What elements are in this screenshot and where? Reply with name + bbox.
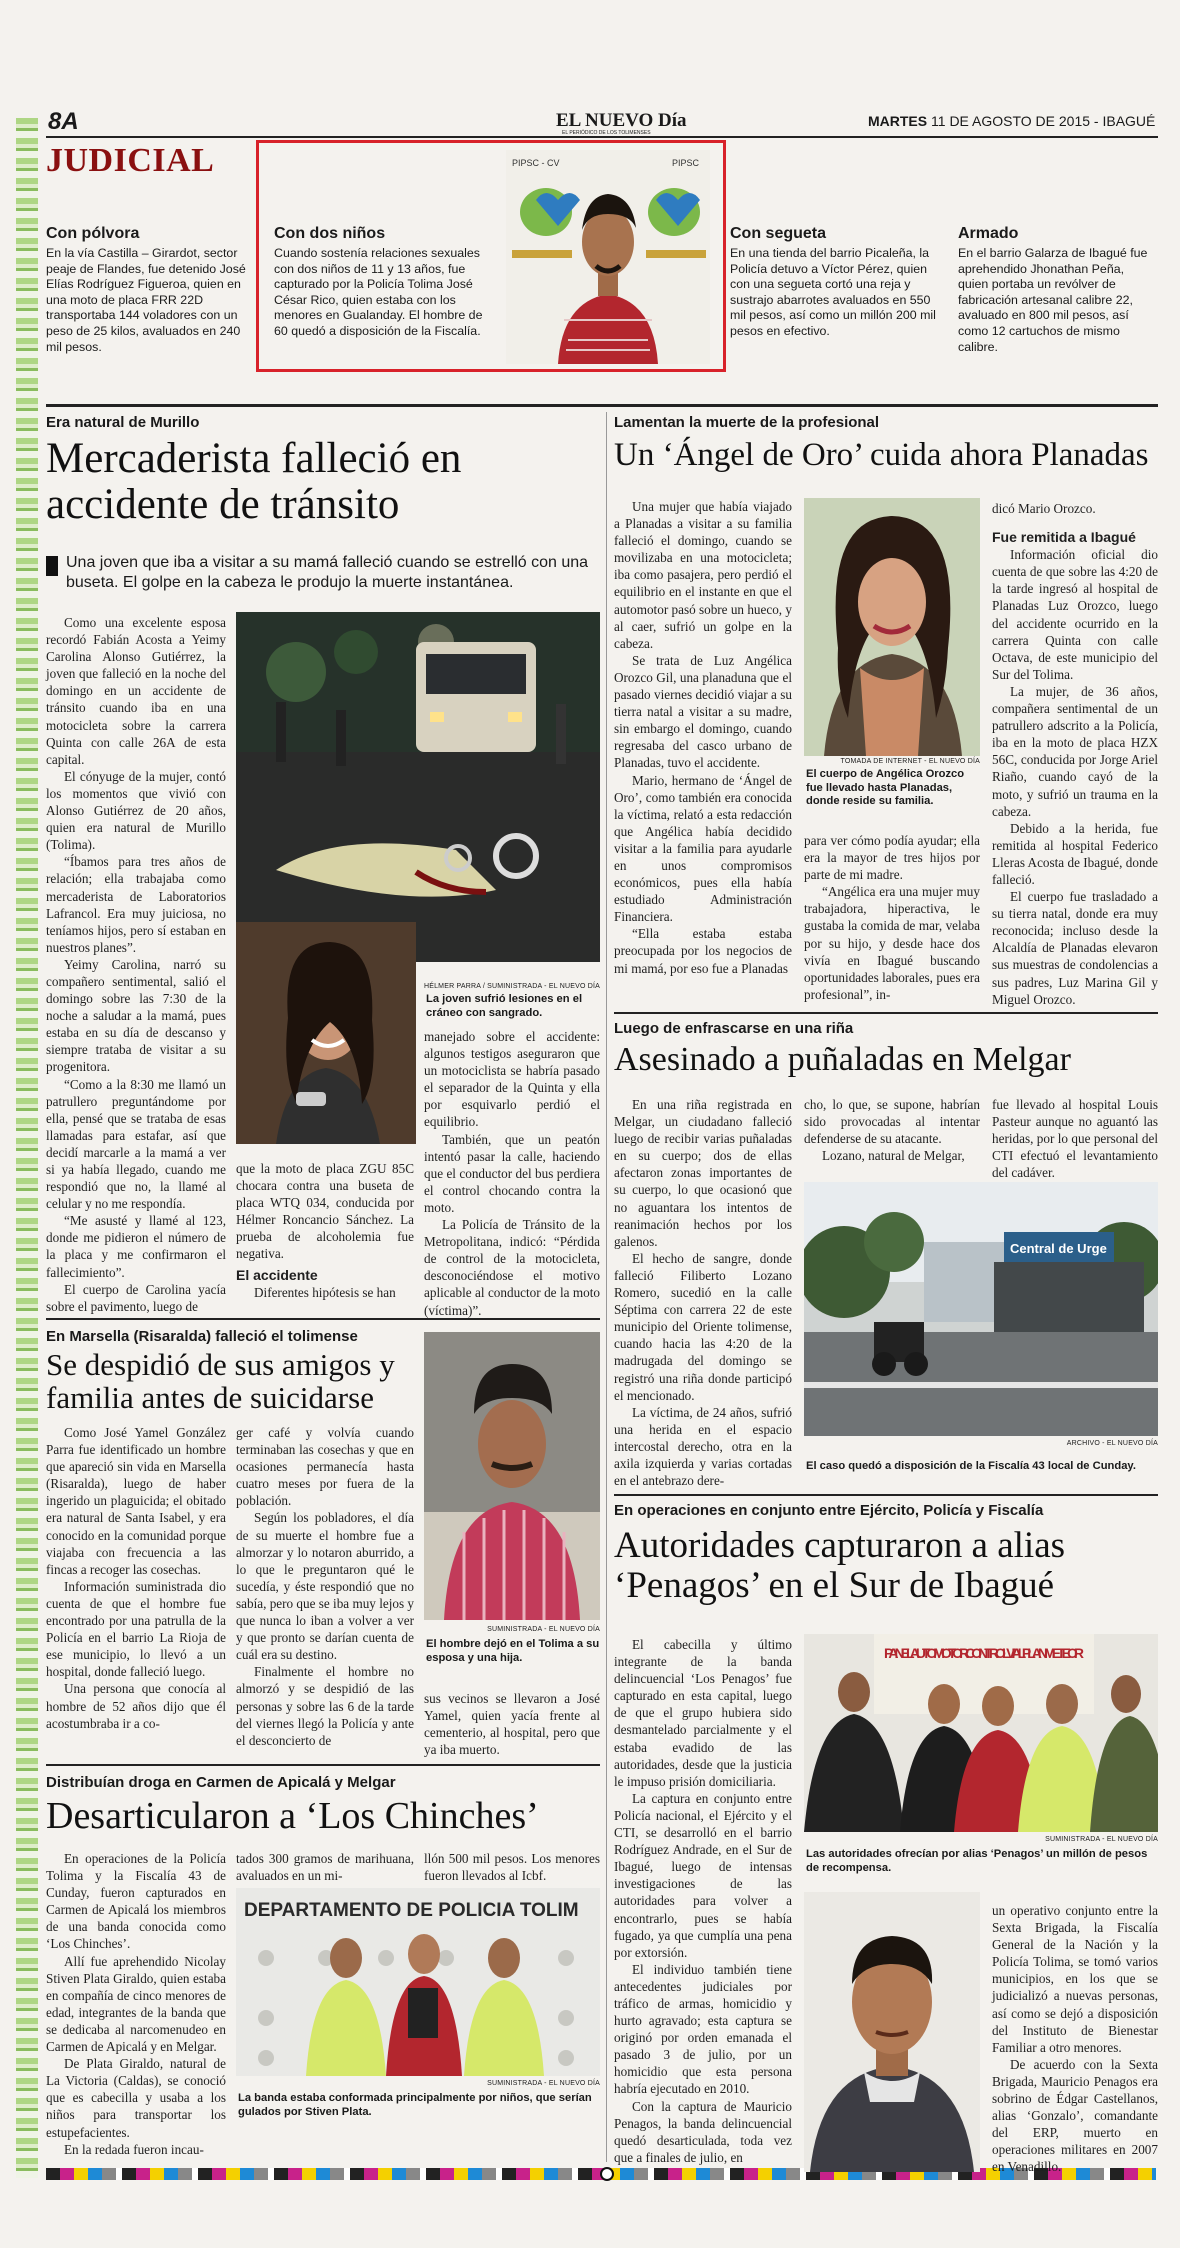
page-header — [46, 108, 1158, 138]
paragraph: El cónyuge de la mujer, contó los momentos que vivió con Alonso Gutiérrez de 20 años, quien era natural de Murillo (Tolima). — [46, 768, 226, 853]
paragraph: que la moto de placa ZGU 85C chocara contra una buseta de placa WTQ 034, conducida por Hélmer Roncancio Sánchez. La prueba de alcoholemia fue negativa. — [236, 1161, 414, 1262]
paragraph: Información oficial dio cuenta de que sobre las 4:20 de la tarde ingresó al hospital de Planadas Luz Orozco, luego del accidente ocurrido en la carrera Quinta con calle Octava, de este municipio del Sur del Tolima. — [992, 547, 1158, 682]
article3-caption: El hombre dejó en el Tolima a su esposa y una hija. — [426, 1638, 600, 1664]
article5-col2 — [804, 1096, 980, 1164]
paragraph: El hecho de sangre, donde falleció Filiberto Lozano Romero, sucedió en la calle Séptima con carrera 22 de este municipio del Oriente tolimense, cuando hacia las 4:20 de la madrugada del domingo se registró una riña donde participó el mencionado. — [614, 1250, 792, 1403]
brief-text: En el barrio Galarza de Ibagué fue aprehendido Jhonathan Peña, quien portaba un revólver de fabricación artesanal calibre 22, avaluado en 800 mil pesos, así como 12 cartuchos de mismo calibre. — [958, 246, 1148, 354]
sign-text-right: PIPSC — [672, 158, 700, 168]
paragraph: Según los pobladores, el día de su muerte el hombre fue a almorzar y lo notaron aburrido, a lo que le preguntaron qué le sucedía, y éste respondió que no sabía, pero que se iba muy lejos y que nunca lo iban a volver a ver y que pronto se darían cuenta de cuál era su destino. — [236, 1510, 414, 1663]
brief-segueta — [730, 225, 942, 340]
paragraph: ger café y volvía cuando terminaban las cosechas y que en ocasiones permanecía hasta cuatro meses por fuera de la población. — [236, 1425, 414, 1509]
paragraph: Como una excelente esposa recordó Fabián Acosta a Yeimy Carolina Alonso Gutiérrez, la joven que falleció en la noche del domingo en un accidente de tránsito cuando iba en una motocicleta sobre la carrera Quinta con calle 26A de esta capital. — [46, 615, 226, 767]
paragraph: Información suministrada dio cuenta de que el hombre fue encontrado por una patrulla de la Policía en el barrio La Rioja de ese municipio, lo llevó a un hospital, donde falleció luego. — [46, 1578, 226, 1680]
article3-headline: Se despidió de sus amigos y familia antes de suicidarse — [46, 1347, 395, 1416]
paragraph: Diferentes hipótesis se han — [254, 1284, 396, 1300]
article5-caption: El caso quedó a disposición de la Fiscalía 43 local de Cunday. — [806, 1460, 1136, 1472]
article2-subhead: Fue remitida a Ibagué — [992, 529, 1136, 546]
article2-col2 — [804, 832, 980, 1003]
article2-col1 — [614, 498, 792, 977]
article1-col1 — [46, 614, 226, 1315]
paragraph: El cabecilla y último integrante de la banda delincuencial ‘Los Penagos’ fue capturado en esta capital, luego de que el grupo hubiera sido desmantelado parcialmente y el estaba evadido de las autoridades, desde que la justicia le impuso prisión domiciliaria. — [614, 1637, 792, 1789]
paragraph: Debido a la herida, fue remitida al hospital Federico Lleras Acosta de Ibagué, donde falleció. — [992, 820, 1158, 887]
page-number: 8A — [48, 108, 79, 135]
article1-caption: La joven sufrió lesiones en el cráneo con sangrado. — [426, 993, 583, 1019]
paragraph: manejado sobre el accidente: algunos testigos aseguraron que un motociclista se habría pasado el separador de la Quinta y ella por esquivarlo perdió el equilibrio. — [424, 1029, 600, 1130]
article3-col1 — [46, 1424, 226, 1732]
article6-col2 — [992, 1902, 1158, 2176]
brief-armado — [958, 225, 1156, 355]
article1-bottom-rule — [46, 1318, 600, 1320]
victim-portrait-photo — [236, 922, 416, 1144]
article1-col2 — [236, 1160, 414, 1301]
article2-headline: Un ‘Ángel de Oro’ cuida ahora Planadas — [614, 437, 1149, 473]
paragraph: De Plata Giraldo, natural de La Victoria (Caldas), se conoció que es cabecilla y usaba a los niños para transportar los estupefacientes. — [46, 2056, 226, 2140]
paragraph: El individuo también tiene antecedentes judiciales por tráfico de armas, homicidio y hurto agravado; esta captura se originó por orden emanada el pasado 3 de julio, por un homicidio que esta persona habría ejecutado en 2010. — [614, 1961, 792, 2097]
paragraph: El cuerpo fue trasladado a su tierra natal, donde era muy reconocida; incluso desde la Alcaldía de Planadas elevaron sus muestras de condolencias a sus padres, Luz Marina Gil y Miguel Orozco. — [992, 889, 1158, 1007]
hospital-photo — [804, 1182, 1158, 1436]
paragraph: Allí fue aprehendido Nicolay Stiven Plata Giraldo, quien estaba en compañía de cinco menores de edad, integrantes de la banda que se dedicaba al narcomenudeo en Carmen de Apicalá y en Melgar. — [46, 1953, 226, 2055]
article5-kicker: Luego de enfrascarse en una riña — [614, 1020, 854, 1037]
paragraph: La víctima, de 24 años, sufrió una herida en el espacio intercostal derecho, otra en la axila izquierda y varias cortadas en el antebrazo dere- — [614, 1404, 792, 1489]
paragraph: Finalmente el hombre no almorzó y se despidió de las personas y sobre las 6 de la tarde del viernes llegó la Policía y ante el desconcierto de — [236, 1664, 414, 1748]
penagos-capture-photo — [804, 1634, 1158, 1832]
paragraph: Una persona que conocía al hombre de 52 años dijo que él acostumbraba ir a co- — [46, 1681, 226, 1731]
brand-name: EL NUEVO Día — [556, 110, 687, 131]
paragraph: La mujer, de 36 años, compañera sentimental de un patrullero adscrito a la Policía, iba en la moto de placa HZX 56C, conducida por Jorge Ariel Riaño, cuando cayó de la moto, y sufrió un trauma en la cabeza. — [992, 683, 1158, 819]
paragraph: tados 300 gramos de marihuana, avaluados en un mi- — [236, 1851, 414, 1884]
section-title: JUDICIAL — [46, 142, 215, 179]
article5-col1 — [614, 1096, 792, 1489]
paragraph: para ver cómo podía ayudar; ella era la mayor de tres hijos por parte de mi madre. — [804, 833, 980, 883]
paragraph: sus vecinos se llevaron a José Yamel, quien yacía frente al cementerio, al hospital, pero que ya iba muerto. — [424, 1691, 600, 1758]
article3-col2 — [236, 1424, 414, 1749]
article1-headline: Mercaderista falleció en accidente de tránsito — [46, 435, 462, 529]
sign-text-left: PIPSC - CV — [512, 158, 560, 168]
penagos-portrait-photo — [804, 1892, 980, 2172]
vertical-column-rule — [606, 412, 607, 2162]
paragraph: También, que un peatón intentó pasar la calle, haciendo que el conductor del bus perdiera el control chocando contra la moto. — [424, 1131, 600, 1215]
brand-tagline: EL PERIÓDICO DE LOS TOLIMENSES — [562, 130, 651, 136]
article4-caption: La banda estaba conformada principalmente por niños, que serían gulados por Stiven Plata. — [238, 2092, 592, 2118]
paragraph: De acuerdo con la Sexta Brigada, Mauricio Penagos era sobrino de Édgar Castellanos, alias ‘Gonzalo’, comandante del ERP, muerto en operaciones militares en 2007 en Venadillo. — [992, 2056, 1158, 2175]
article3-col3 — [424, 1690, 600, 1758]
article4-col3 — [424, 1850, 600, 1884]
photo-sign-text: Central de Urge — [1010, 1241, 1107, 1256]
article6-col1 — [614, 1636, 792, 2166]
accident-night-photo — [236, 612, 600, 962]
header-rule — [46, 136, 1158, 138]
brand-logo — [556, 110, 687, 132]
article4-col2 — [236, 1850, 414, 1884]
paragraph: llón 500 mil pesos. Los menores fueron llevados al Icbf. — [424, 1851, 600, 1884]
article4-col1 — [46, 1850, 226, 2158]
brief-text: En la vía Castilla – Girardot, sector peaje de Flandes, fue detenido José Elías Rodríguez Figueroa, quien en una moto de placa FRR 22D transportaba 144 voladores con un peso de 25 kilos, avaluados en 240 mil pesos. — [46, 246, 246, 354]
article2-caption: El cuerpo de Angélica Orozco fue llevado hasta Planadas, donde reside su familia. — [806, 768, 965, 807]
paragraph: un operativo conjunto entre la Sexta Brigada, la Fiscalía General de la Nación y la Policía Tolima, se tomó varios municipios, en los que se judicializó a nuevas personas, así como se dejó a disposición del Instituto de Bienestar Familiar a otro menores. — [992, 1903, 1158, 2055]
article2-kicker: Lamentan la muerte de la profesional — [614, 414, 880, 431]
paragraph: “Como a la 8:30 me llamó un patrullero preguntándome por ella, pensé que se trataba de esas llamadas para estafar, así que decidí marcarle a la mamá a ver si ya había llegado, cuando me respondió que no, la llamé al celular y no me respondía. — [46, 1076, 226, 1212]
paragraph: Mario, hermano de ‘Ángel de Oro’, como también era conocida la víctima, relató a esta redacción que Angélica había decidido visitar a la familia para ayudarle en unos compromisos económicos, pues ella había estudiado Administración Financiera. — [614, 772, 792, 925]
article4-headline: Desarticularon a ‘Los Chinches’ — [46, 1795, 539, 1837]
issue-date — [868, 113, 1155, 129]
paragraph: En una riña registrada en Melgar, un ciudadano falleció luego de recibir varias puñaladas en su cuerpo; dos de ellas afectaron zonas importantes de su cuerpo, lo que ocasionó que no aguantara los intentos de reanimación hechos por los galenos. — [614, 1097, 792, 1249]
brief-title: Con dos niños — [274, 225, 386, 242]
date-rest: 11 DE AGOSTO DE 2015 - IBAGUÉ — [931, 113, 1156, 129]
brief-dos-ninos — [274, 225, 484, 340]
article1-photo-credit: HÉLMER PARRA / SUMINISTRADA - EL NUEVO DÍA — [423, 983, 600, 990]
article6-photo-credit: SUMINISTRADA - EL NUEVO DÍA — [1045, 1836, 1158, 1843]
brief-title: Con segueta — [730, 225, 827, 242]
brief-text: Cuando sostenía relaciones sexuales con dos niños de 11 y 13 años, fue capturado por la Policía Tolima José César Rico, quien estaba con los menores en Gualanday. El hombre de 60 quedó a disposición de la Fiscalía. — [274, 246, 483, 338]
date-day: MARTES — [868, 113, 928, 129]
paragraph: La Policía de Tránsito de la Metropolitana, indicó: “Pérdida de control de la motocicleta, desconociéndose el motivo aplicable al conductor de la moto (víctima)”. — [424, 1217, 600, 1318]
paragraph: El cuerpo de Carolina yacía sobre el pavimento, luego de — [46, 1281, 226, 1314]
suicide-man-photo — [424, 1332, 600, 1620]
article3-kicker: En Marsella (Risaralda) falleció el tolimense — [46, 1328, 358, 1345]
brief-text: En una tienda del barrio Picaleña, la Policía detuvo a Víctor Pérez, quien con una segueta cortó una reja y sustrajo abarrotes avaluados en 550 mil pesos, así como un millón 200 mil pesos en efectivo. — [730, 246, 936, 338]
article6-caption: Las autoridades ofrecían por alias ‘Penagos’ un millón de pesos de recompensa. — [806, 1848, 1148, 1874]
paragraph: “Me asusté y llamé al 123, donde me pidieron el número de la placa y me confirmaron el fallecimiento”. — [46, 1213, 226, 1280]
paragraph: Se trata de Luz Angélica Orozco Gil, una planaduna que el pasado viernes decidió viajar a su tierra natal a visitar a su madre, sin embargo el domingo, cuando regresaba del casco urbano de Planadas, tuvo el accidente. — [614, 652, 792, 771]
paragraph: En operaciones de la Policía Tolima y la Fiscalía 43 de Cunday, fueron capturados en Carmen de Apicalá los miembros de una banda conocida como ‘Los Chinches’. — [46, 1851, 226, 1952]
article3-bottom-rule — [46, 1764, 600, 1766]
article2-bottom-rule — [614, 1012, 1158, 1014]
article1-lead: Una joven que iba a visitar a su mamá falleció cuando se estrelló con una buseta. El golpe en la cabeza le produjo la muerte instantánea. — [66, 554, 589, 591]
photo-banner-text: PANEL AUTOMOTOR CONTROL VIAL PLAN METEOR — [884, 1645, 1084, 1661]
article6-headline: Autoridades capturaron a alias ‘Penagos’ en el Sur de Ibagué — [614, 1525, 1066, 1606]
article4-photo-credit: SUMINISTRADA - EL NUEVO DÍA — [487, 2080, 600, 2087]
paragraph: En la redada fueron incau- — [64, 2141, 204, 2157]
article6-kicker: En operaciones en conjunto entre Ejército, Policía y Fiscalía — [614, 1502, 1044, 1519]
brief-title: Con pólvora — [46, 225, 140, 242]
article5-col3 — [992, 1096, 1158, 1181]
article1-subhead: El accidente — [236, 1266, 318, 1283]
paragraph: “Ella estaba estaba preocupada por los negocios de mi mamá, por eso fue a Planadas — [614, 926, 792, 976]
article4-kicker: Distribuían droga en Carmen de Apicalá y Melgar — [46, 1774, 396, 1791]
paragraph: Con la captura de Mauricio Penagos, la banda delincuencial quedó desarticulada, toda vez que a finales de julio, en — [614, 2098, 792, 2165]
article1-lead-marker — [46, 556, 58, 576]
article1-col3 — [424, 1028, 600, 1319]
article5-photo-credit: ARCHIVO - EL NUEVO DÍA — [1066, 1440, 1158, 1447]
article1-kicker: Era natural de Murillo — [46, 414, 200, 431]
angel-portrait-photo — [804, 498, 980, 756]
paragraph: Yeimy Carolina, narró su compañero sentimental, salió el domingo sobre las 7:30 de la noche a saludar a la mamá, pues estaba en su día de descanso y siempre trataba de visitar a su progenitora. — [46, 956, 226, 1075]
paragraph: Como José Yamel González Parra fue identificado un hombre que apareció sin vida en Marsella (Risaralda), luego de haber ingerido un plaguicida; el obitado era natural de Santa Isabel, y era conocido en la comunidad porque viajaba con frecuencia a las fincas a recoger las cosechas. — [46, 1425, 226, 1577]
briefs-bottom-rule — [46, 404, 1158, 407]
mugshot-photo — [506, 150, 710, 364]
paragraph: “Íbamos para tres años de relación; ella trabajaba como mercaderista de Laboratorios Lafrancol. Era muy juiciosa, no teníamos hijos, pero sí estaban en nuestros planes”. — [46, 854, 226, 955]
registration-strip — [16, 118, 38, 2178]
paragraph: Una mujer que había viajado a Planadas a visitar a su familia falleció el domingo, cuando se movilizaba en una motocicleta; iba como pasajera, pero perdió el equilibrio en el instante en que el automotor pasó sobre un hueco, y al caer, sufrió un golpe en la cabeza. — [614, 499, 792, 651]
article2-col3 — [992, 500, 1158, 1008]
registration-mark — [600, 2167, 614, 2181]
paragraph: Lozano, natural de Melgar, — [822, 1148, 965, 1164]
brief-polvora — [46, 225, 246, 355]
paragraph: dicó Mario Orozco. — [992, 501, 1096, 516]
paragraph: fue llevado al hospital Louis Pasteur aunque no aguantó las heridas, por lo que personal del CTI efectuó el levantamiento del cadáver. — [992, 1097, 1158, 1181]
brief-title: Armado — [958, 225, 1019, 242]
article3-photo-credit: SUMINISTRADA - EL NUEVO DÍA — [487, 1626, 600, 1633]
article5-bottom-rule — [614, 1494, 1158, 1496]
article5-headline: Asesinado a puñaladas en Melgar — [614, 1041, 1071, 1078]
paragraph: “Angélica era una mujer muy trabajadora, hiperactiva, le gustaba la comida de mar, velaba por su hijo, y desde hace dos vivía en Ibagué buscando oportunidades laborales, pues era profesional”, in- — [804, 884, 980, 1002]
photo-banner-text: DEPARTAMENTO DE POLICIA TOLIM — [244, 1900, 579, 1921]
paragraph: La captura en conjunto entre Policía nacional, el Ejército y el CTI, se desarrolló en el barrio Rodríguez Andrade, en el Sur de Ibagué, luego de intensas investigaciones de las autoridades para volver a encontrarlo, pues se había fugado, ya que cumplía una pena por extorsión. — [614, 1790, 792, 1960]
article2-photo-credit: TOMADA DE INTERNET - EL NUEVO DÍA — [840, 758, 980, 765]
los-chinches-photo — [236, 1888, 600, 2076]
paragraph: cho, lo que, se supone, habrían sido provocadas al intentar defenderse de su atacante. — [804, 1097, 980, 1147]
